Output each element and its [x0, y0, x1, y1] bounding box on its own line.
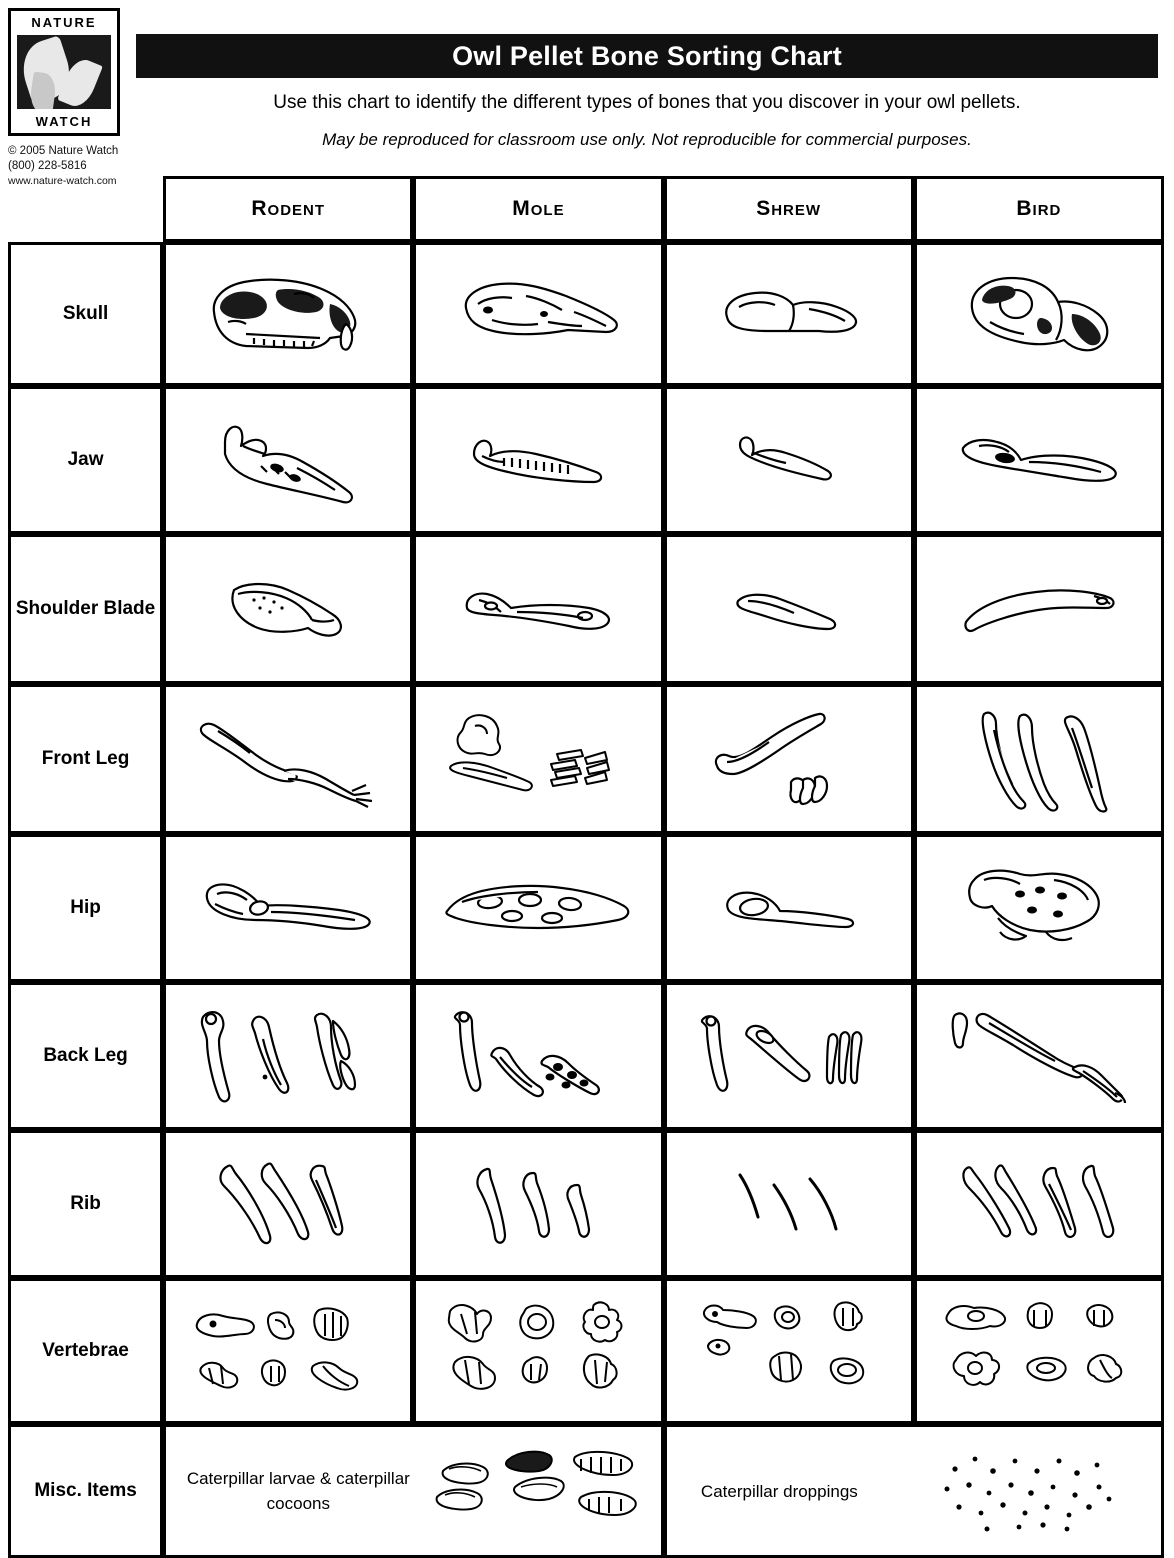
row-header-back-leg: Back Leg	[8, 982, 163, 1130]
cell-front-leg-shrew	[664, 684, 914, 834]
mole-hip-icon	[438, 868, 638, 948]
rodent-skull-icon	[198, 264, 378, 364]
bird-jaw-icon	[949, 420, 1129, 500]
cell-back-leg-mole	[413, 982, 663, 1130]
cell-shoulder-mole	[413, 534, 663, 684]
mole-skull-icon	[448, 264, 628, 364]
shrew-hip-icon	[714, 873, 864, 943]
cell-rib-bird	[914, 1130, 1164, 1278]
cell-back-leg-rodent	[163, 982, 413, 1130]
logo-word-top: NATURE	[31, 15, 97, 30]
page-subtitle: Use this chart to identify the different types of bones that you discover in your owl pellets.	[273, 92, 1021, 113]
nature-watch-logo	[8, 8, 120, 136]
bird-skull-icon	[954, 264, 1124, 364]
cell-vertebrae-bird	[914, 1278, 1164, 1424]
bone-table	[8, 176, 1164, 1558]
table-row	[8, 684, 1164, 834]
cell-rib-mole	[413, 1130, 663, 1278]
table-corner	[8, 176, 163, 242]
table-row	[8, 982, 1164, 1130]
row-header-shoulder-blade: Shoulder Blade	[8, 534, 163, 684]
cell-shoulder-shrew	[664, 534, 914, 684]
table-row	[8, 242, 1164, 386]
column-header-mole: Mole	[413, 176, 663, 242]
mole-vertebrae-icon	[433, 1294, 643, 1409]
caterpillar-droppings-icon	[892, 1441, 1161, 1541]
mole-jaw-icon	[458, 420, 618, 500]
shrew-back-leg-icon	[689, 1001, 889, 1111]
row-header-misc-items: Misc. Items	[8, 1424, 163, 1558]
rodent-back-leg-icon	[183, 1001, 393, 1111]
row-header-rib: Rib	[8, 1130, 163, 1278]
cell-misc-caterpillar-droppings	[664, 1424, 1164, 1558]
cell-skull-shrew	[664, 242, 914, 386]
cell-back-leg-bird	[914, 982, 1164, 1130]
row-header-hip: Hip	[8, 834, 163, 982]
rodent-front-leg-icon	[188, 709, 388, 809]
rodent-rib-icon	[198, 1154, 378, 1254]
leaf-icon	[17, 35, 111, 109]
cell-jaw-rodent	[163, 386, 413, 534]
bird-rib-icon	[949, 1154, 1129, 1254]
cell-vertebrae-rodent	[163, 1278, 413, 1424]
copyright-text: © 2005 Nature Watch	[8, 145, 119, 157]
cell-skull-bird	[914, 242, 1164, 386]
cell-hip-bird	[914, 834, 1164, 982]
cell-jaw-bird	[914, 386, 1164, 534]
cell-skull-mole	[413, 242, 663, 386]
table-row	[8, 834, 1164, 982]
cell-front-leg-bird	[914, 684, 1164, 834]
cell-front-leg-rodent	[163, 684, 413, 834]
cell-hip-mole	[413, 834, 663, 982]
shrew-jaw-icon	[724, 425, 854, 495]
misc-label-larvae: Caterpillar larvae & caterpillar cocoons	[186, 1469, 410, 1513]
bird-hip-icon	[954, 858, 1124, 958]
row-header-jaw: Jaw	[8, 386, 163, 534]
table-row	[8, 534, 1164, 684]
bird-back-leg-icon	[939, 1001, 1139, 1111]
cell-vertebrae-mole	[413, 1278, 663, 1424]
shrew-rib-icon	[714, 1159, 864, 1249]
column-header-shrew: Shrew	[664, 176, 914, 242]
mole-shoulder-blade-icon	[453, 574, 623, 644]
table-row	[8, 1130, 1164, 1278]
row-header-front-leg: Front Leg	[8, 684, 163, 834]
cell-skull-rodent	[163, 242, 413, 386]
row-header-skull: Skull	[8, 242, 163, 386]
cell-hip-shrew	[664, 834, 914, 982]
cell-hip-rodent	[163, 834, 413, 982]
mole-rib-icon	[453, 1159, 623, 1249]
table-row	[8, 1278, 1164, 1424]
phone-text: (800) 228-5816	[8, 160, 87, 172]
shrew-shoulder-blade-icon	[724, 579, 854, 639]
misc-label-droppings: Caterpillar droppings	[700, 1481, 858, 1501]
mole-front-leg-icon	[433, 704, 643, 814]
bone-sorting-chart	[8, 176, 1164, 1558]
rodent-jaw-icon	[203, 410, 373, 510]
column-header-bird: Bird	[914, 176, 1164, 242]
bird-shoulder-blade-icon	[954, 574, 1124, 644]
rodent-shoulder-blade-icon	[208, 564, 368, 654]
bird-vertebrae-icon	[934, 1294, 1144, 1409]
cell-vertebrae-shrew	[664, 1278, 914, 1424]
caterpillar-larvae-icon	[431, 1441, 661, 1541]
column-header-rodent: Rodent	[163, 176, 413, 242]
page-title-bar	[136, 34, 1158, 78]
cell-back-leg-shrew	[664, 982, 914, 1130]
cell-shoulder-bird	[914, 534, 1164, 684]
reproduction-notice: May be reproduced for classroom use only. Not reproducible for commercial purposes.	[322, 130, 972, 149]
cell-rib-rodent	[163, 1130, 413, 1278]
table-header-row	[8, 176, 1164, 242]
mole-back-leg-icon	[438, 1001, 638, 1111]
page-title: Owl Pellet Bone Sorting Chart	[452, 40, 842, 71]
rodent-hip-icon	[193, 868, 383, 948]
cell-shoulder-rodent	[163, 534, 413, 684]
cell-front-leg-mole	[413, 684, 663, 834]
bird-front-leg-icon	[954, 704, 1124, 814]
shrew-skull-icon	[709, 269, 869, 359]
row-header-vertebrae: Vertebrae	[8, 1278, 163, 1424]
cell-jaw-shrew	[664, 386, 914, 534]
shrew-front-leg-icon	[699, 704, 879, 814]
logo-word-bottom: WATCH	[35, 114, 93, 129]
table-row	[8, 1424, 1164, 1558]
cell-misc-caterpillar-larvae	[163, 1424, 663, 1558]
rodent-vertebrae-icon	[183, 1296, 393, 1406]
table-row	[8, 386, 1164, 534]
cell-jaw-mole	[413, 386, 663, 534]
shrew-vertebrae-icon	[689, 1294, 889, 1409]
website-text: www.nature-watch.com	[8, 175, 117, 187]
cell-rib-shrew	[664, 1130, 914, 1278]
